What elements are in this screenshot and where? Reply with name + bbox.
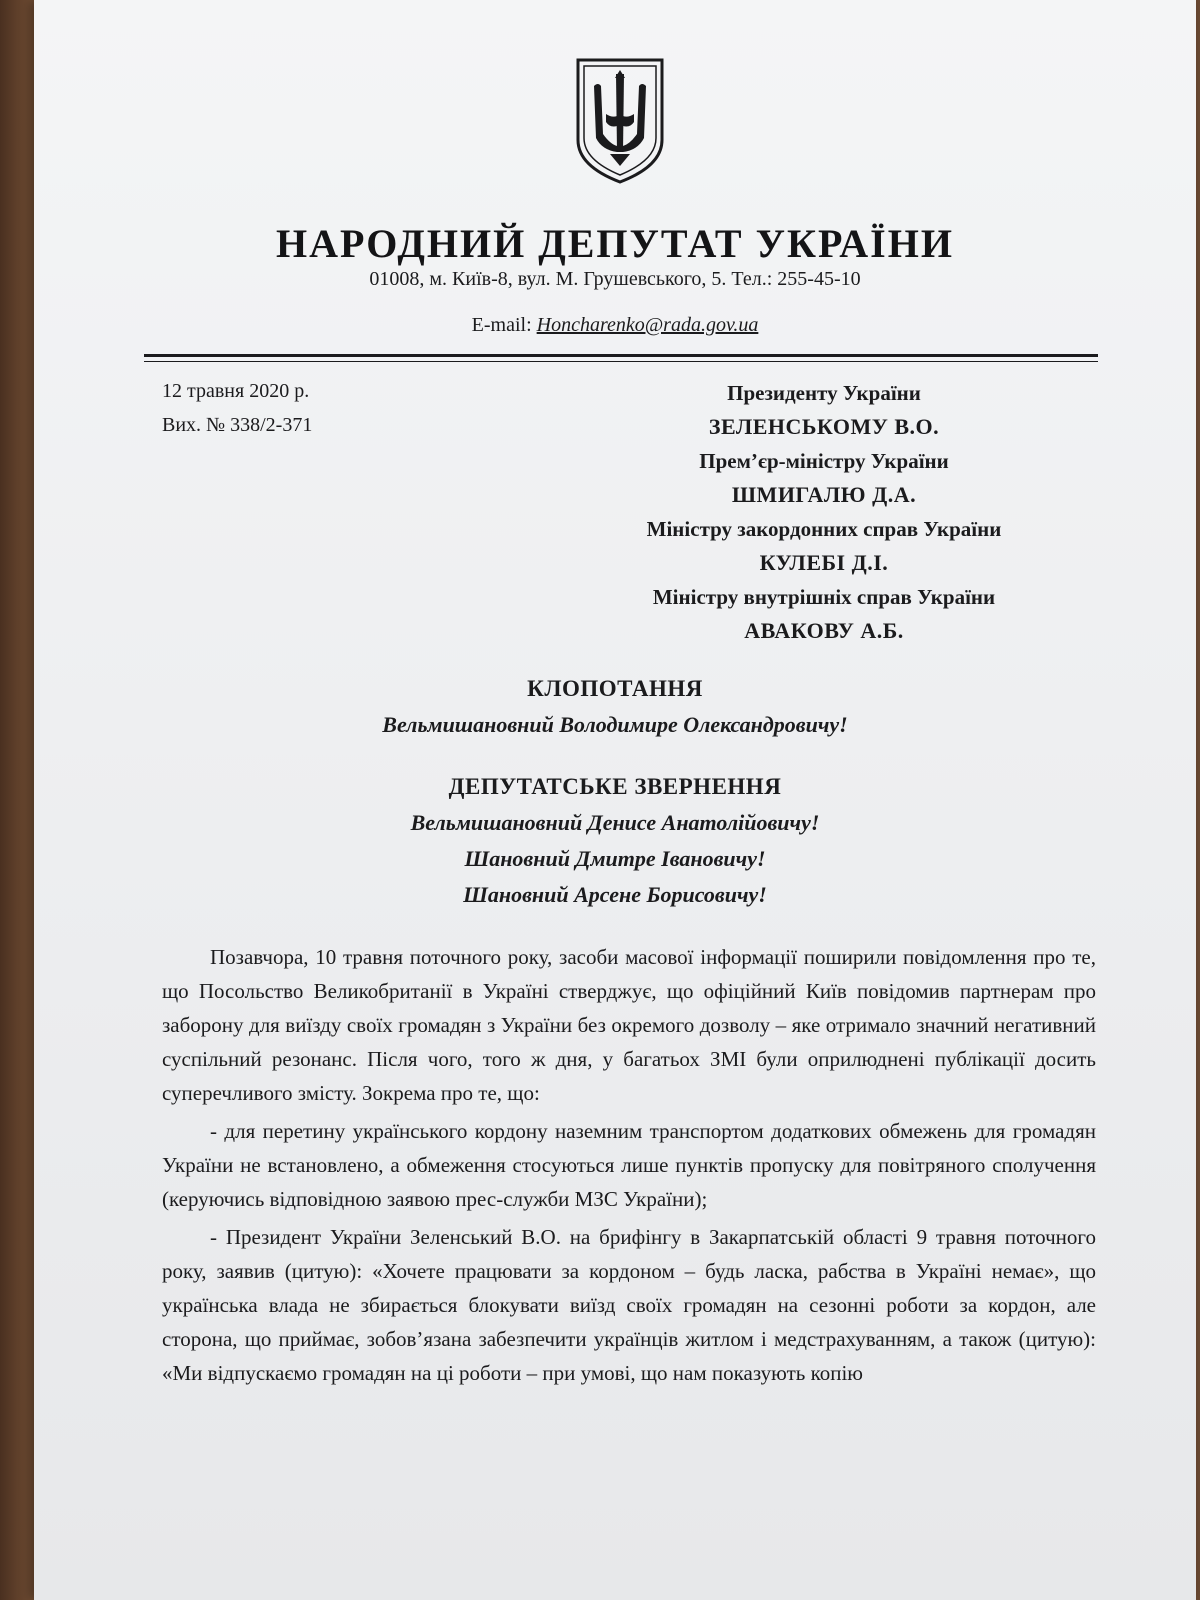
appeal-salutation: Вельмишановний Денисе Анатолійовичу! — [410, 810, 820, 835]
addressee-name: ШМИГАЛЮ Д.А. — [731, 482, 917, 507]
addressee-title: Прем’єр-міністру України — [699, 449, 949, 473]
trident-coat-of-arms-icon — [572, 56, 668, 186]
letter-body — [162, 940, 1096, 1394]
addressee-name: КУЛЕБІ Д.І. — [759, 550, 889, 575]
letterhead-divider — [144, 354, 1098, 357]
petition-salutation: Вельмишановний Володимире Олександровичу! — [382, 712, 848, 737]
addressee-title: Міністру внутрішніх справ України — [652, 585, 996, 609]
letterhead-title: НАРОДНИЙ ДЕПУТАТ УКРАЇНИ — [276, 221, 954, 266]
appeal-salutation: Шановний Дмитре Івановичу! — [464, 846, 766, 871]
petition-heading: КЛОПОТАННЯ — [527, 676, 703, 701]
letterhead-email-line — [34, 314, 1196, 337]
body-paragraph: - Президент України Зеленський В.О. на брифінгу в Закарпатській області 9 травня поточного року, заявив (цитую): «Хочете працювати за кордоном – будь ласка, рабства в Україні немає», що українська влада не збирається блокувати виїзд своїх громадян на сезонні роботи за кордон, але сторона, що приймає, зобов’язана забезпечити українців житлом і медстрахуванням, а також (цитую): «Ми відпускаємо громадян на ці роботи – при умові, що нам показують копію — [162, 1225, 1096, 1385]
appeal-salutation: Шановний Арсене Борисовичу! — [463, 882, 767, 907]
appeal-heading: ДЕПУТАТСЬКЕ ЗВЕРНЕННЯ — [448, 774, 782, 799]
letter-page — [34, 0, 1196, 1600]
addressee-title: Президенту України — [727, 381, 921, 405]
body-paragraph: - для перетину українського кордону наземним транспортом додаткових обмежень для громадян України не встановлено, а обмеження стосуються лише пунктів пропуску для повітряного сполучення (керуючись відповідною заявою прес-служби МЗС України); — [162, 1119, 1096, 1211]
email-label: E-mail: — [471, 314, 532, 336]
email-link[interactable]: Honcharenko@rada.gov.ua — [536, 314, 759, 336]
outgoing-number: Вих. № 338/2-371 — [162, 414, 313, 436]
addressee-title: Міністру закордонних справ України — [646, 517, 1002, 541]
letterhead-divider-thin — [144, 361, 1098, 362]
body-paragraph: Позавчора, 10 травня поточного року, засоби масової інформації поширили повідомлення про те, що Посольство Великобританії в Україні стверджує, що офіційний Київ повідомив партнерам про заборону для виїзду своїх громадян з України без окремого дозволу – яке отримало значний негативний суспільний резонанс. Після чого, того ж дня, у багатьох ЗМІ були оприлюднені публікації досить суперечливого змісту. Зокрема про те, що: — [162, 945, 1096, 1105]
addressee-name: АВАКОВУ А.Б. — [744, 618, 904, 643]
addressee-name: ЗЕЛЕНСЬКОМУ В.О. — [708, 414, 940, 439]
letterhead-address: 01008, м. Київ-8, вул. М. Грушевського, 5. Тел.: 255-45-10 — [369, 268, 861, 290]
letter-date: 12 травня 2020 р. — [162, 380, 310, 402]
addressee-block — [554, 376, 1094, 648]
